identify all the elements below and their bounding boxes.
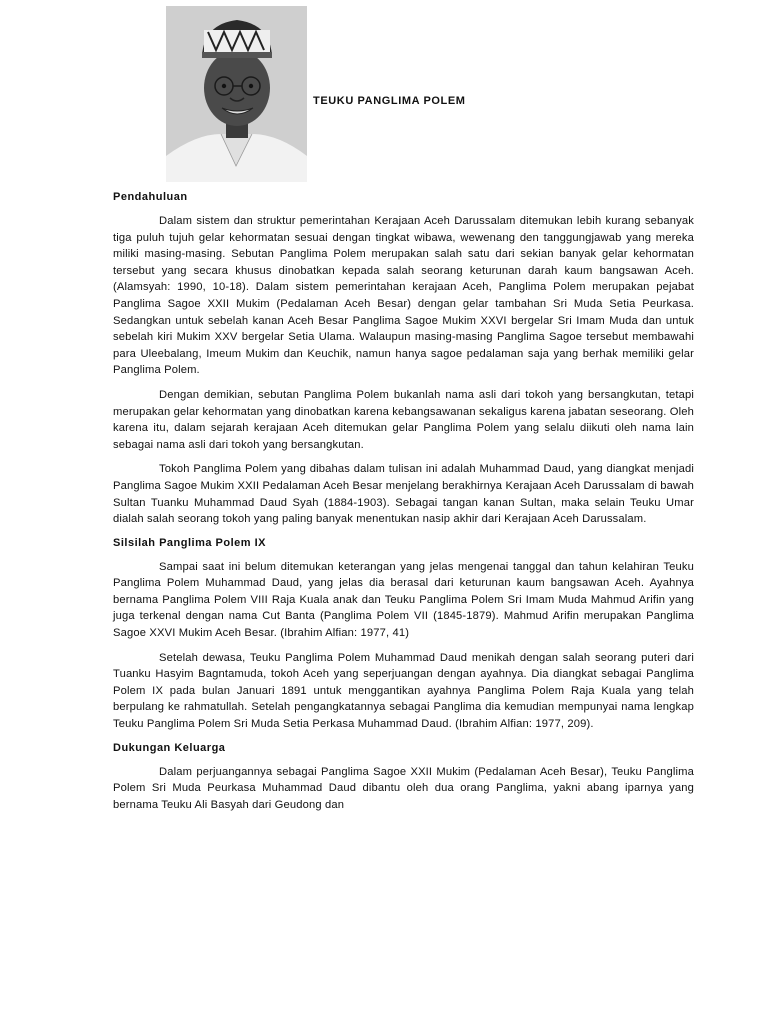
paragraph: Sampai saat ini belum ditemukan keterangan yang jelas mengenai tanggal dan tahun kelahiran Teuku Panglima Polem Muhammad Daud, yang jelas dia berasal dari keturunan kaum bangsawan Aceh. Ayahnya bernama Panglima Polem VIII Raja Kuala anak dan Teuku Panglima Polem Sri Imam Muda Mahmud Arifin yang juga terkenal dengan nama Cut Banta (Panglima Polem VII (1845-1879). Mahmud Arifin merupakan Panglima Sagoe XXVI Mukim Aceh Besar. (Ibrahim Alfian: 1977, 41) [113, 560, 694, 640]
section-pendahuluan [113, 190, 694, 528]
paragraph: Dalam perjuangannya sebagai Panglima Sagoe XXII Mukim (Pedalaman Aceh Besar), Teuku Panglima Polem Sri Muda Peurkasa Muhammad Daud dibantu oleh dua orang Panglima, yakni abang iparnya yang bernama Teuku Ali Basyah dari Geudong dan [113, 765, 694, 811]
section-heading: Pendahuluan [113, 191, 188, 203]
portrait-photo [166, 6, 307, 182]
paragraph: Dengan demikian, sebutan Panglima Polem bukanlah nama asli dari tokoh yang bersangkutan, tetapi merupakan gelar kehormatan yang dinobatkan karena kebangsawanan sekaligus karena jabatan seseorang. Oleh karena itu, dalam sejarah kerajaan Aceh ditemukan gelar Panglima Polem yang selalu diikuti oleh nama lain sebagai nama asli dari tokoh yang bersangkutan. [113, 388, 694, 451]
section-heading: Dukungan Keluarga [113, 741, 226, 754]
section-silsilah [113, 536, 694, 733]
paragraph: Dalam sistem dan struktur pemerintahan Kerajaan Aceh Darussalam ditemukan lebih kurang sebanyak tiga puluh tujuh gelar kehormatan sesuai dengan tingkat wibawa, wewenang den tanggungjawab yang mereka miliki masing-masing. Sebutan Panglima Polem merupakan salah satu dari sekian banyak gelar kehormatan tersebut yang secara khusus dinobatkan kepada salah seorang keturunan darah kaum bangsawan Aceh. (Alamsyah: 1990, 10-18). Dalam sistem pemerintahan kerajaan Aceh, Panglima Polem merupakan pejabat Panglima Sagoe XXII Mukim (Pedalaman Aceh Besar) dengan gelar tambahan Sri Muda Setia Peurkasa. Sedangkan untuk sebelah kanan Aceh Besar Panglima Sagoe Mukim XXVI bergelar Sri Imam Muda dan untuk sebelah kiri Mukim XXV bergelar Setia Ulama. Walaupun masing-masing Panglima Sagoe tersebut membawahi para Uleebalang, Imeum Mukim dan Keuchik, namun hanya sagoe pedalaman saja yang berhak memiliki gelar Panglima Polem. [113, 215, 694, 377]
document-title: TEUKU PANGLIMA POLEM [313, 95, 466, 107]
portrait-image [166, 6, 307, 182]
paragraph: Tokoh Panglima Polem yang dibahas dalam tulisan ini adalah Muhammad Daud, yang diangkat menjadi Panglima Sagoe Mukim XXII Pedalaman Aceh Besar menjelang berakhirnya Kerajaan Aceh Darussalam di bawah Sultan Tuanku Muhammad Daud Syah (1884-1903). Sebagai tangan kanan Sultan, maka selain Teuku Umar dialah salah seorang tokoh yang paling banyak menentukan nasip akhir dari Kerajaan Aceh Darussalam. [113, 463, 694, 526]
section-dukungan-keluarga [113, 741, 694, 814]
document-body [113, 190, 694, 821]
paragraph: Setelah dewasa, Teuku Panglima Polem Muhammad Daud menikah dengan salah seorang puteri dari Tuanku Hasyim Bagntamuda, tokoh Aceh yang seperjuangan dengan ayahnya. Dia diangkat sebagai Panglima Polem IX pada bulan Januari 1891 untuk menggantikan ayahnya Panglima Polem Raja Kuala yang telah berpulang ke rahmatullah. Setelah pengangkatannya sebagai Panglima dia kemudian mempunyai nama lengkap Teuku Panglima Polem Sri Muda Setia Perkasa Muhammad Daud. (Ibrahim Alfian: 1977, 209). [113, 651, 694, 731]
section-heading: Silsilah Panglima Polem IX [113, 536, 266, 549]
